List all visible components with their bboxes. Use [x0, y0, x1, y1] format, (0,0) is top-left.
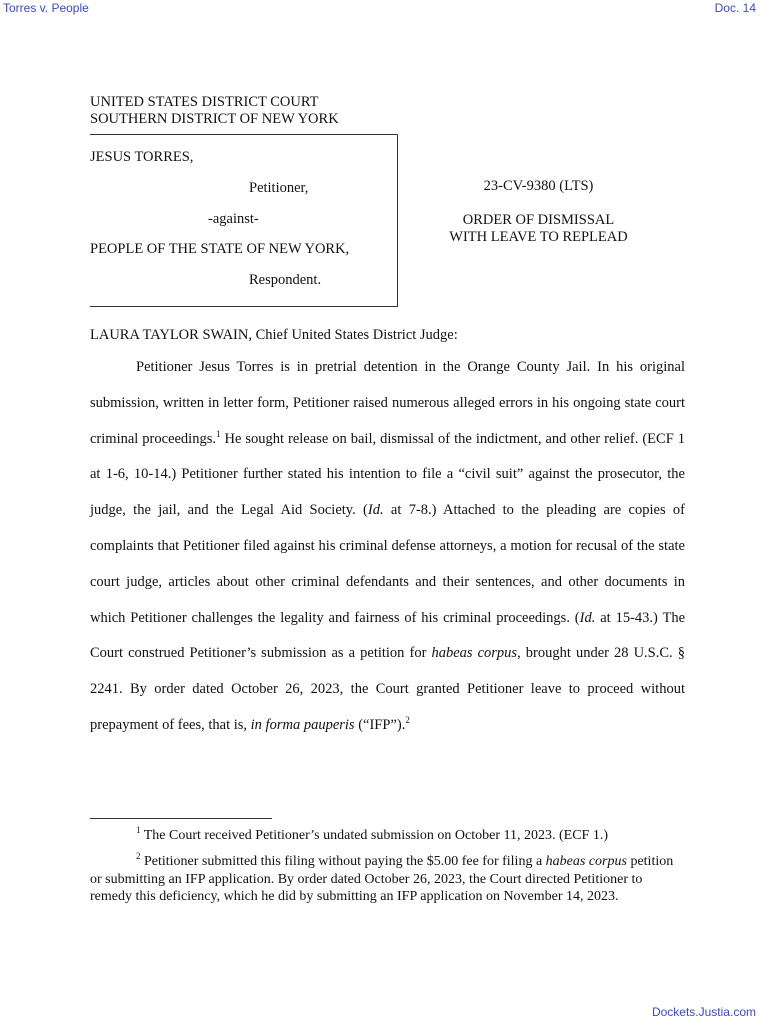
footnote-ref-2[interactable]: 2 — [405, 714, 410, 725]
footnote-2-mark: 2 — [136, 851, 141, 861]
in-forma-pauperis-term: in forma pauperis — [250, 716, 355, 733]
petitioner-role: Petitioner, — [249, 180, 309, 196]
case-title-link[interactable]: Torres v. People — [3, 1, 89, 15]
footnote-divider — [90, 818, 272, 819]
judge-line: LAURA TAYLOR SWAIN, Chief United States District Judge: — [90, 327, 458, 343]
body-paragraph: Petitioner Jesus Torres is in pretrial detention in the Orange County Jail. In his original submission, written in letter form, Petitioner raised numerous alleged errors in his ongoing state court criminal proceedings.$^1$ He sought release on bail, dismissal of the indictment, and other relief. (ECF 1 at 1-6, 10-14.) Petitioner further stated his intention to file a “civil suit” against the prosecutor, the judge, the jail, and the Legal Aid Society. (Id. at 7-8.) Attached to the pleading are copies of complaints that Petitioner filed against his criminal defense attorneys, a motion for recusal of the state court judge, articles about other criminal defendants and their sentences, and other documents in which Petitioner challenges the legality and fairness of his criminal proceedings. (Id. at 15-43.) The Court construed Petitioner’s submission as a petition for habeas corpus, brought under 28 U.S.C. § 2241. By order dated October 26, 2023, the Court granted Petitioner leave to proceed without prepayment of fees, that is, in forma pauperis (“IFP”).$^2$ — [90, 359, 685, 733]
petitioner-name: JESUS TORRES, — [90, 149, 194, 165]
footnote-1-mark: 1 — [136, 825, 141, 835]
habeas-corpus-term: habeas corpus — [431, 645, 518, 662]
court-heading — [90, 94, 339, 128]
footnote-ref-1[interactable]: 1 — [215, 428, 221, 439]
order-title-line-2: WITH LEAVE TO REPLEAD — [449, 229, 628, 245]
justia-dockets-link[interactable]: Dockets.Justia.com — [651, 1005, 756, 1019]
order-title — [400, 212, 677, 246]
footnote-1: $^1$ The Court received Petitioner’s undated submission on October 11, 2023. (ECF 1.) — [136, 825, 609, 843]
case-number: 23-CV-9380 (LTS) — [483, 178, 594, 194]
footnote-2: $^2$ Petitioner submitted this filing without paying the $5.00 fee for filing a habeas corpus petition or submitting an IFP application. By order dated October 26, 2023, the Court directed Petitioner to remedy this deficiency, which he did by submitting an IFP application on November 14, 2023. — [90, 851, 674, 904]
order-title-line-1: ORDER OF DISMISSAL — [462, 212, 615, 228]
respondent-name: PEOPLE OF THE STATE OF NEW YORK, — [90, 241, 350, 257]
case-caption-box — [90, 134, 398, 307]
court-name: UNITED STATES DISTRICT COURT — [90, 94, 319, 110]
doc-number-link[interactable]: Doc. 14 — [714, 1, 756, 15]
id-citation: Id. — [367, 502, 384, 519]
against-label: -against- — [208, 211, 259, 227]
id-citation: Id. — [579, 609, 596, 626]
respondent-role: Respondent. — [249, 272, 322, 288]
court-district: SOUTHERN DISTRICT OF NEW YORK — [90, 111, 339, 127]
habeas-corpus-term: habeas corpus — [545, 854, 627, 869]
